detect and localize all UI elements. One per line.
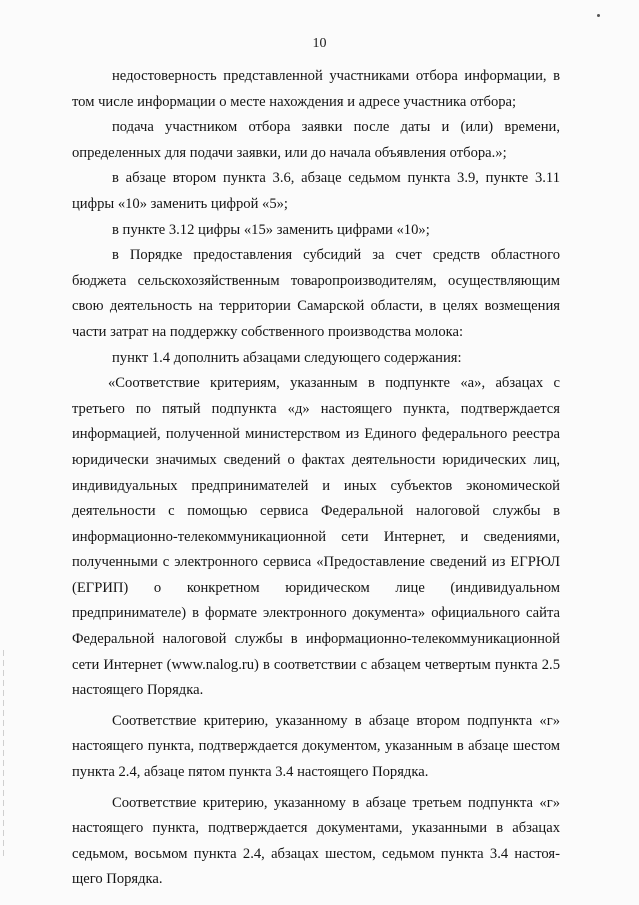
paragraph: Соответствие критерию, указанному в абзаце третьем подпункта «г» настоящего пункта, подтверждается документами, указанными в абзацах седьмом, восьмом пункта 2.4, абзацах шестом, седьмом пункта 3.4 настоящего Порядка.	[72, 794, 560, 888]
paragraph: Соответствие критерию, указанному в абзаце втором подпункта «г» настоящего пункта, подтверждается документом, указанным в абзаце шестом пункта 2.4, абзаце пятом пункта 3.4 настоящего Порядка.	[72, 712, 560, 781]
paragraph: в абзаце втором пункта 3.6, абзаце седьмом пункта 3.9, пункте 3.11 цифры «10» заменить цифрой «5»;	[72, 170, 560, 212]
page-number: 10	[312, 36, 327, 51]
paragraph: недостоверность представленной участниками отбора информации, в том числе информации о месте нахождения и адресе участника отбора;	[72, 68, 560, 110]
scan-edge-mark	[3, 650, 4, 860]
paragraph: подача участником отбора заявки после даты и (или) времени, определенных для подачи заявки, или до начала объявления отбора.»;	[72, 119, 560, 161]
paragraph: «Соответствие критериям, указанным в подпункте «а», абзацах с третьего по пятый подпункта «д» настоящего пункта, подтверждается информацией, полученной министерством из Единого федерального реестра юридически значимых сведений о фактах деятельности юридических лиц, индивидуальных предпринимателей и иных субъектов экономической деятельности с помощью сервиса Федеральной налоговой службы в информационно-телекоммуникационной сети Интернет, и сведениями, полученными с электронного сервиса «Предоставление сведений из ЕГРЮЛ (ЕГРИП) о конкретном юридическом лице (индивидуальном предпринимателе) в формате электронного документа» официального сайта Федеральной налоговой службы в информационно-телекоммуникационной сети Интернет (www.nalog.ru) в соответствии с абзацем четвертым пункта 2.5 настоящего Порядка.	[72, 375, 560, 699]
scan-speck	[597, 14, 600, 17]
paragraph: в пункте 3.12 цифры «15» заменить цифрами «10»;	[112, 221, 430, 238]
paragraph: в Порядке предоставления субсидий за счет средств областного бюджета сельскохозяйственным товаропроизводителям, осуществляющим свою деятельность на территории Самарской области, в целях возмещения части затрат на поддержку собственного производства молока:	[72, 247, 560, 340]
document-body	[72, 64, 560, 893]
paragraph: пункт 1.4 дополнить абзацами следующего содержания:	[112, 349, 462, 366]
